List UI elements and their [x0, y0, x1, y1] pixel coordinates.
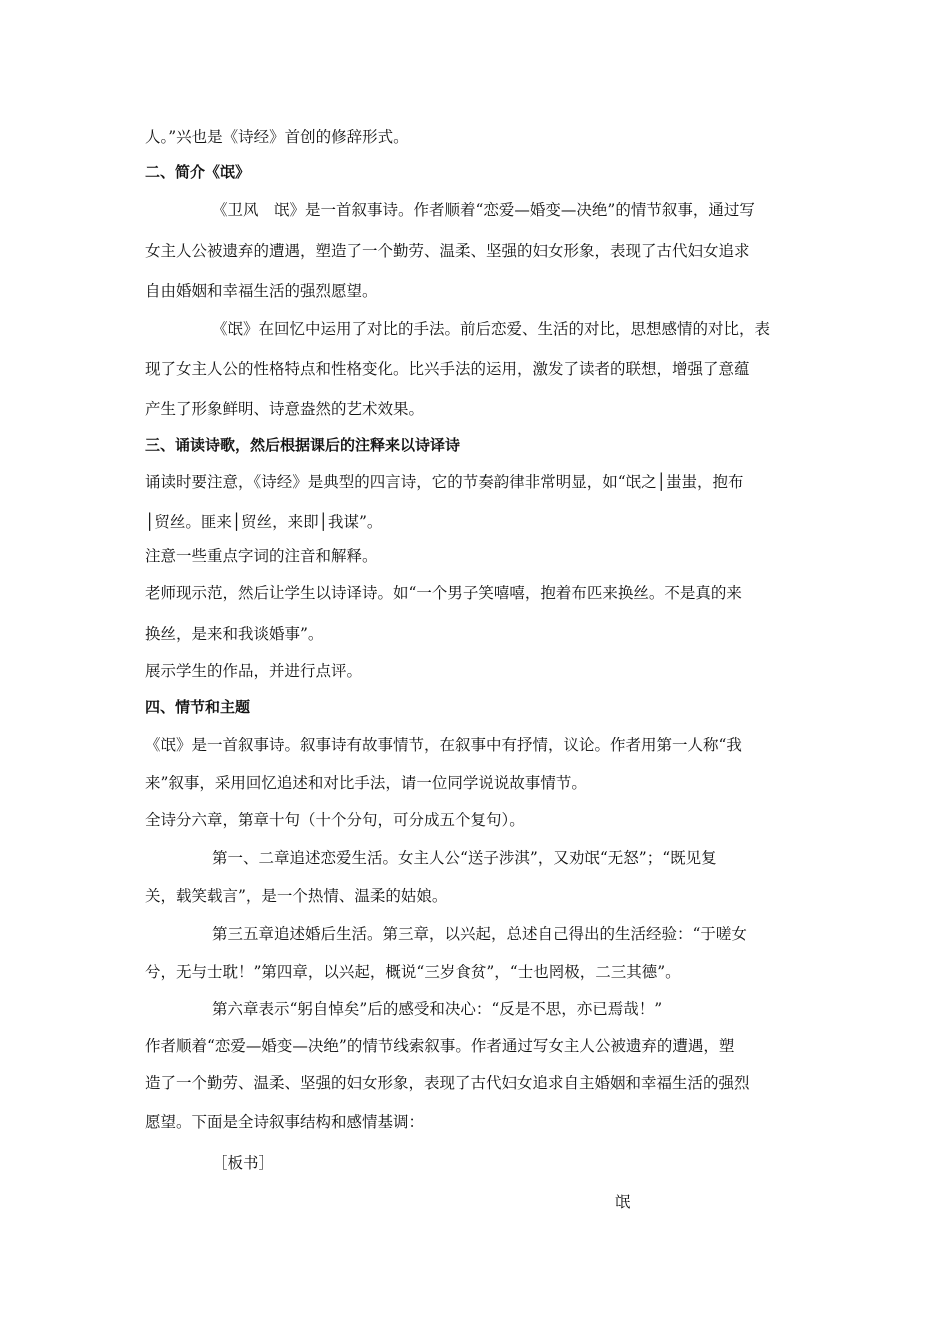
- board-label: ［板书］: [212, 1154, 275, 1172]
- paragraph-line: 《卫风 氓》是一首叙事诗。作者顺着“恋爱—婚变—决绝”的情节叙事，通过写: [212, 201, 755, 219]
- paragraph-line: 第三五章追述婚后生活。第三章，以兴起，总述自己得出的生活经验：“于嗟女: [212, 925, 747, 943]
- board-title: 氓: [615, 1193, 631, 1211]
- paragraph-line: 人。”兴也是《诗经》首创的修辞形式。: [145, 128, 409, 146]
- paragraph-line: 老师现示范，然后让学生以诗译诗。如“一个男子笑嘻嘻，抱着布匹来换丝。不是真的来: [145, 584, 742, 602]
- paragraph-line: 第一、二章追述恋爱生活。女主人公“送子涉淇”，又劝氓“无怒”；“既见复: [212, 849, 717, 867]
- paragraph-line: 关，载笑载言”，是一个热情、温柔的姑娘。: [145, 887, 448, 905]
- paragraph-line: 现了女主人公的性格特点和性格变化。比兴手法的运用，激发了读者的联想，增强了意蕴: [145, 360, 750, 378]
- paragraph-line: 《氓》在回忆中运用了对比的手法。前后恋爱、生活的对比，思想感情的对比，表: [212, 320, 771, 338]
- paragraph-line: 换丝，是来和我谈婚事”。: [145, 625, 324, 643]
- paragraph-line: 自由婚姻和幸福生活的强烈愿望。: [145, 282, 378, 300]
- paragraph-line: 第六章表示“躬自悼矣”后的感受和决心：“反是不思，亦已焉哉！”: [212, 1000, 663, 1018]
- paragraph-line: 展示学生的作品，并进行点评。: [145, 662, 363, 680]
- paragraph-line: 《氓》是一首叙事诗。叙事诗有故事情节，在叙事中有抒情，议论。作者用第一人称“我: [145, 736, 742, 754]
- paragraph-line: 造了一个勤劳、温柔、坚强的妇女形象，表现了古代妇女追求自主婚姻和幸福生活的强烈: [145, 1074, 750, 1092]
- paragraph-line: 来”叙事，采用回忆追述和对比手法，请一位同学说说故事情节。: [145, 774, 587, 792]
- paragraph-line: 产生了形象鲜明、诗意盎然的艺术效果。: [145, 400, 425, 418]
- section-heading: 二、简介《氓》: [145, 163, 251, 181]
- paragraph-line: 兮，无与士耽！”第四章，以兴起，概说“三岁食贫”，“士也罔极，二三其德”。: [145, 963, 681, 981]
- paragraph-line: 全诗分六章，第章十句（十个分句，可分成五个复句）。: [145, 811, 525, 829]
- paragraph-line: 愿望。下面是全诗叙事结构和感情基调：: [145, 1113, 425, 1131]
- section-heading: 三、诵读诗歌，然后根据课后的注释来以诗译诗: [145, 436, 461, 454]
- paragraph-line: 作者顺着“恋爱—婚变—决绝”的情节线索叙事。作者通过写女主人公被遗弃的遭遇，塑: [145, 1037, 735, 1055]
- section-heading: 四、情节和主题: [145, 698, 251, 716]
- paragraph-line: 注意一些重点字词的注音和解释。: [145, 547, 378, 565]
- paragraph-line: 诵读时要注意，《诗经》是典型的四言诗，它的节奏韵律非常明显，如“氓之│蚩蚩，抱布: [145, 473, 744, 491]
- paragraph-line: 女主人公被遗弃的遭遇，塑造了一个勤劳、温柔、坚强的妇女形象，表现了古代妇女追求: [145, 242, 750, 260]
- paragraph-line: │贸丝。匪来│贸丝，来即│我谋”。: [145, 513, 383, 531]
